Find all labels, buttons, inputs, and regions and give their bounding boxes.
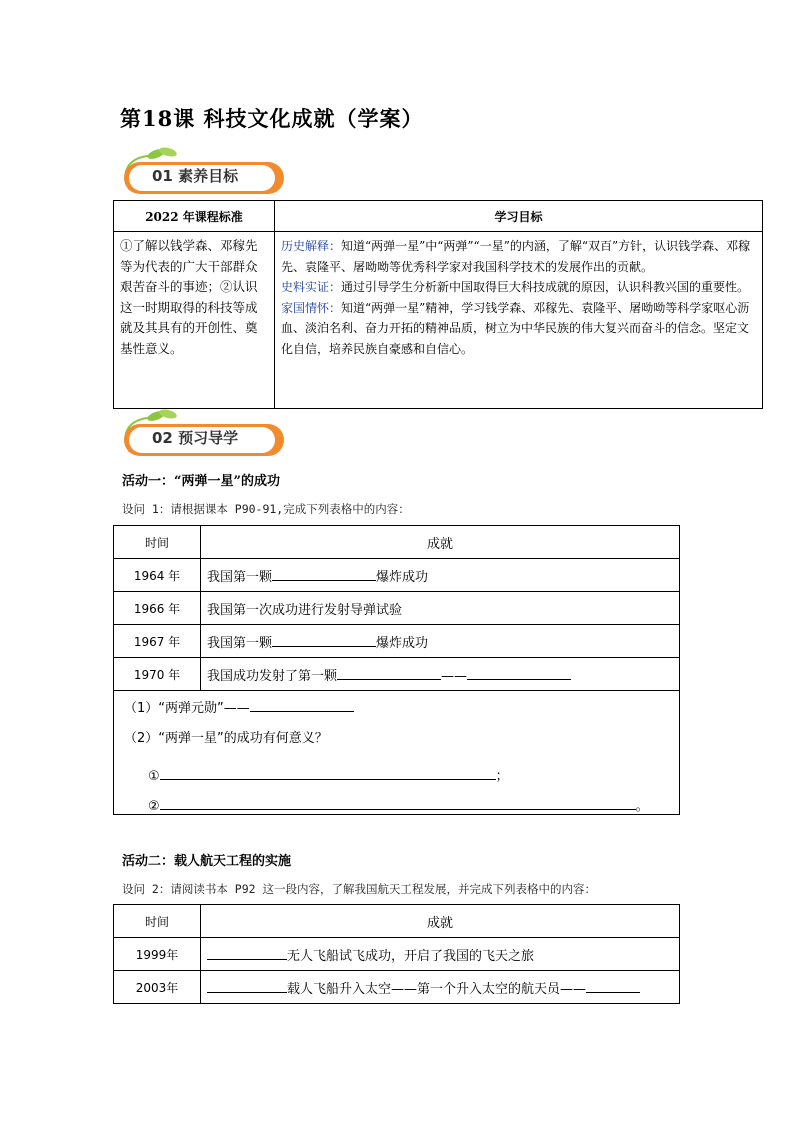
standard-text: ①了解以钱学森、邓稼先等为代表的广大干部群众艰苦奋斗的事迹；②认识这一时期取得的科技等成就及其具有的开创性、奠基性意义。 <box>114 232 275 409</box>
fill-blank[interactable] <box>160 765 496 780</box>
header-standard: 2022 年课程标准 <box>114 201 275 232</box>
fill-blank[interactable] <box>337 665 441 680</box>
table-row: 1999年 无人飞船试飞成功，开启了我国的飞天之旅 <box>114 938 680 971</box>
goal-item: 家国情怀：知道“两弹一星”精神，学习钱学森、邓稼先、袁隆平、屠呦呦等科学家呕心沥血、淡泊名利、奋力开拓的精神品质，树立为中华民族的伟大复兴而奋斗的信念。坚定文化自信，培养民族自豪感和自信心。 <box>281 300 750 356</box>
col-time: 时间 <box>114 905 201 938</box>
activity1-title: 活动一：“两弹一星”的成功 <box>122 474 280 489</box>
table-row: 1967 年 我国第一颗 爆炸成功 <box>114 625 680 658</box>
fill-blank[interactable] <box>272 632 376 647</box>
header-goals: 学习目标 <box>275 201 763 232</box>
table-row: 1964 年 我国第一颗 爆炸成功 <box>114 559 680 592</box>
col-achievement: 成就 <box>201 526 680 559</box>
standards-table <box>113 200 763 409</box>
fill-blank[interactable] <box>586 978 640 993</box>
section-banner-objectives <box>118 146 298 194</box>
fill-blank[interactable] <box>250 697 354 712</box>
goals-cell <box>275 232 763 409</box>
fill-blank[interactable] <box>207 945 287 960</box>
table-row: 2003年 载人飞船升入太空——第一个升入太空的航天员—— <box>114 971 680 1004</box>
section-label: 02 预习导学 <box>152 429 239 447</box>
goal-item: 史料实证：通过引导学生分析新中国取得巨大科技成就的原因，认识科教兴国的重要性。 <box>281 280 750 294</box>
activity2-table <box>113 904 680 1004</box>
activity1-questions: （1）“两弹元勋”—— （2）“两弹一星”的成功有何意义？ ① ； ② 。 <box>114 691 680 815</box>
fill-blank[interactable] <box>272 566 376 581</box>
fill-blank[interactable] <box>467 665 571 680</box>
goal-item: 历史解释：知道“两弹一星”中“两弹”“一星”的内涵，了解“双百”方针，认识钱学森、邓稼先、袁隆平、屠呦呦等优秀科学家对我国科学技术的发展作出的贡献。 <box>281 239 751 274</box>
section-banner-preview <box>118 408 298 456</box>
col-achievement: 成就 <box>201 905 680 938</box>
fill-blank[interactable] <box>160 795 636 810</box>
section-label: 01 素养目标 <box>152 167 239 185</box>
table-row: 1970 年 我国成功发射了第一颗 —— <box>114 658 680 691</box>
fill-blank[interactable] <box>207 978 287 993</box>
activity1-table <box>113 525 680 815</box>
activity2-title: 活动二：载人航天工程的实施 <box>122 854 292 869</box>
col-time: 时间 <box>114 526 201 559</box>
page-title: 第18课 科技文化成就（学案） <box>120 106 424 131</box>
table-row: 1966 年 我国第一次成功进行发射导弹试验 <box>114 592 680 625</box>
activity2-question: 设问 2：请阅读书本 P92 这一段内容，了解我国航天工程发展，并完成下列表格中的内容： <box>122 882 596 896</box>
activity1-question: 设问 1：请根据课本 P90-91,完成下列表格中的内容： <box>122 502 410 516</box>
